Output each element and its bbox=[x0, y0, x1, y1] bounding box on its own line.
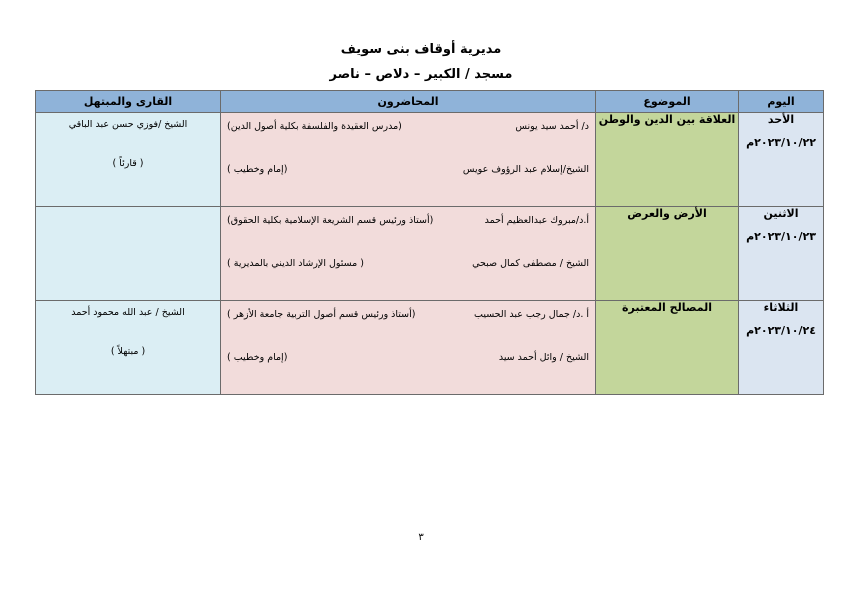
lecturer-line bbox=[221, 119, 595, 134]
day-name: الثلاثاء bbox=[763, 301, 799, 314]
reader-name: الشيخ / عبد الله محمود أحمد bbox=[71, 307, 185, 318]
day-name: الأحد bbox=[767, 113, 795, 126]
lecturer-title: (أستاذ ورئيس قسم أصول التربية جامعة الأزهر ) bbox=[227, 309, 416, 320]
lecturer-title: ( مسئول الإرشاد الديني بالمديرية ) bbox=[227, 258, 364, 269]
lecturer-title: (إمام وخطيب ) bbox=[227, 352, 288, 363]
day-date: ٢٠٢٣/١٠/٢٤م bbox=[746, 324, 816, 337]
lecturer-title: (إمام وخطيب ) bbox=[227, 164, 288, 175]
lecturer-line bbox=[221, 213, 595, 228]
lecturer-name: الشيخ / وائل أحمد سيد bbox=[498, 352, 589, 363]
header-day: اليوم bbox=[739, 91, 824, 113]
lecturer-title: (أستاذ ورئيس قسم الشريعة الإسلامية بكلية الحقوق) bbox=[227, 215, 434, 226]
header-reader: القارى والمبتهل bbox=[36, 91, 221, 113]
table-header-row bbox=[36, 91, 824, 113]
lecturers-cell bbox=[221, 113, 596, 207]
day-date: ٢٠٢٣/١٠/٢٢م bbox=[746, 136, 816, 149]
page-number: ٣ bbox=[418, 532, 424, 543]
day-cell bbox=[739, 113, 824, 207]
lecturers-cell bbox=[221, 207, 596, 301]
table-row bbox=[36, 113, 824, 207]
lecturer-line bbox=[221, 350, 595, 365]
reader-role: ( قارئاً ) bbox=[112, 158, 144, 169]
lecturer-name: الشيخ / مصطفى كمال صبحي bbox=[472, 258, 589, 269]
lecturer-name: د/ أحمد سيد يونس bbox=[515, 121, 589, 132]
table-row bbox=[36, 301, 824, 395]
lecturer-name: أ .د/ جمال رجب عبد الحسيب bbox=[474, 309, 589, 320]
table-row bbox=[36, 207, 824, 301]
header-topic: الموضوع bbox=[596, 91, 739, 113]
reader-name: الشيخ /فوزي حسن عبد الباقي bbox=[68, 119, 188, 130]
document-title: مديرية أوقاف بنى سويف bbox=[340, 42, 502, 57]
topic-cell: العلاقة بين الدين والوطن bbox=[596, 113, 739, 207]
day-name: الاثنين bbox=[763, 207, 799, 220]
reader-cell bbox=[36, 301, 221, 395]
reader-role: ( مبتهلاً ) bbox=[110, 346, 146, 357]
topic-cell: الأرض والعرض bbox=[596, 207, 739, 301]
reader-cell bbox=[36, 207, 221, 301]
reader-cell bbox=[36, 113, 221, 207]
topic-cell: المصالح المعتبرة bbox=[596, 301, 739, 395]
day-cell bbox=[739, 301, 824, 395]
schedule-table bbox=[35, 90, 824, 395]
day-date: ٢٠٢٣/١٠/٢٣م bbox=[746, 230, 816, 243]
document-subtitle: مسجد / الكبير – دلاص – ناصر bbox=[329, 67, 513, 82]
header-lecturers: المحاضرون bbox=[221, 91, 596, 113]
day-cell bbox=[739, 207, 824, 301]
lecturer-title: (مدرس العقيدة والفلسفة بكلية أصول الدين) bbox=[227, 121, 402, 132]
lecturers-cell bbox=[221, 301, 596, 395]
lecturer-name: أ.د/مبروك عبدالعظيم أحمد bbox=[484, 215, 589, 226]
lecturer-name: الشيخ/إسلام عبد الرؤوف عويس bbox=[462, 164, 589, 175]
lecturer-line bbox=[221, 307, 595, 322]
lecturer-line bbox=[221, 256, 595, 271]
lecturer-line bbox=[221, 162, 595, 177]
